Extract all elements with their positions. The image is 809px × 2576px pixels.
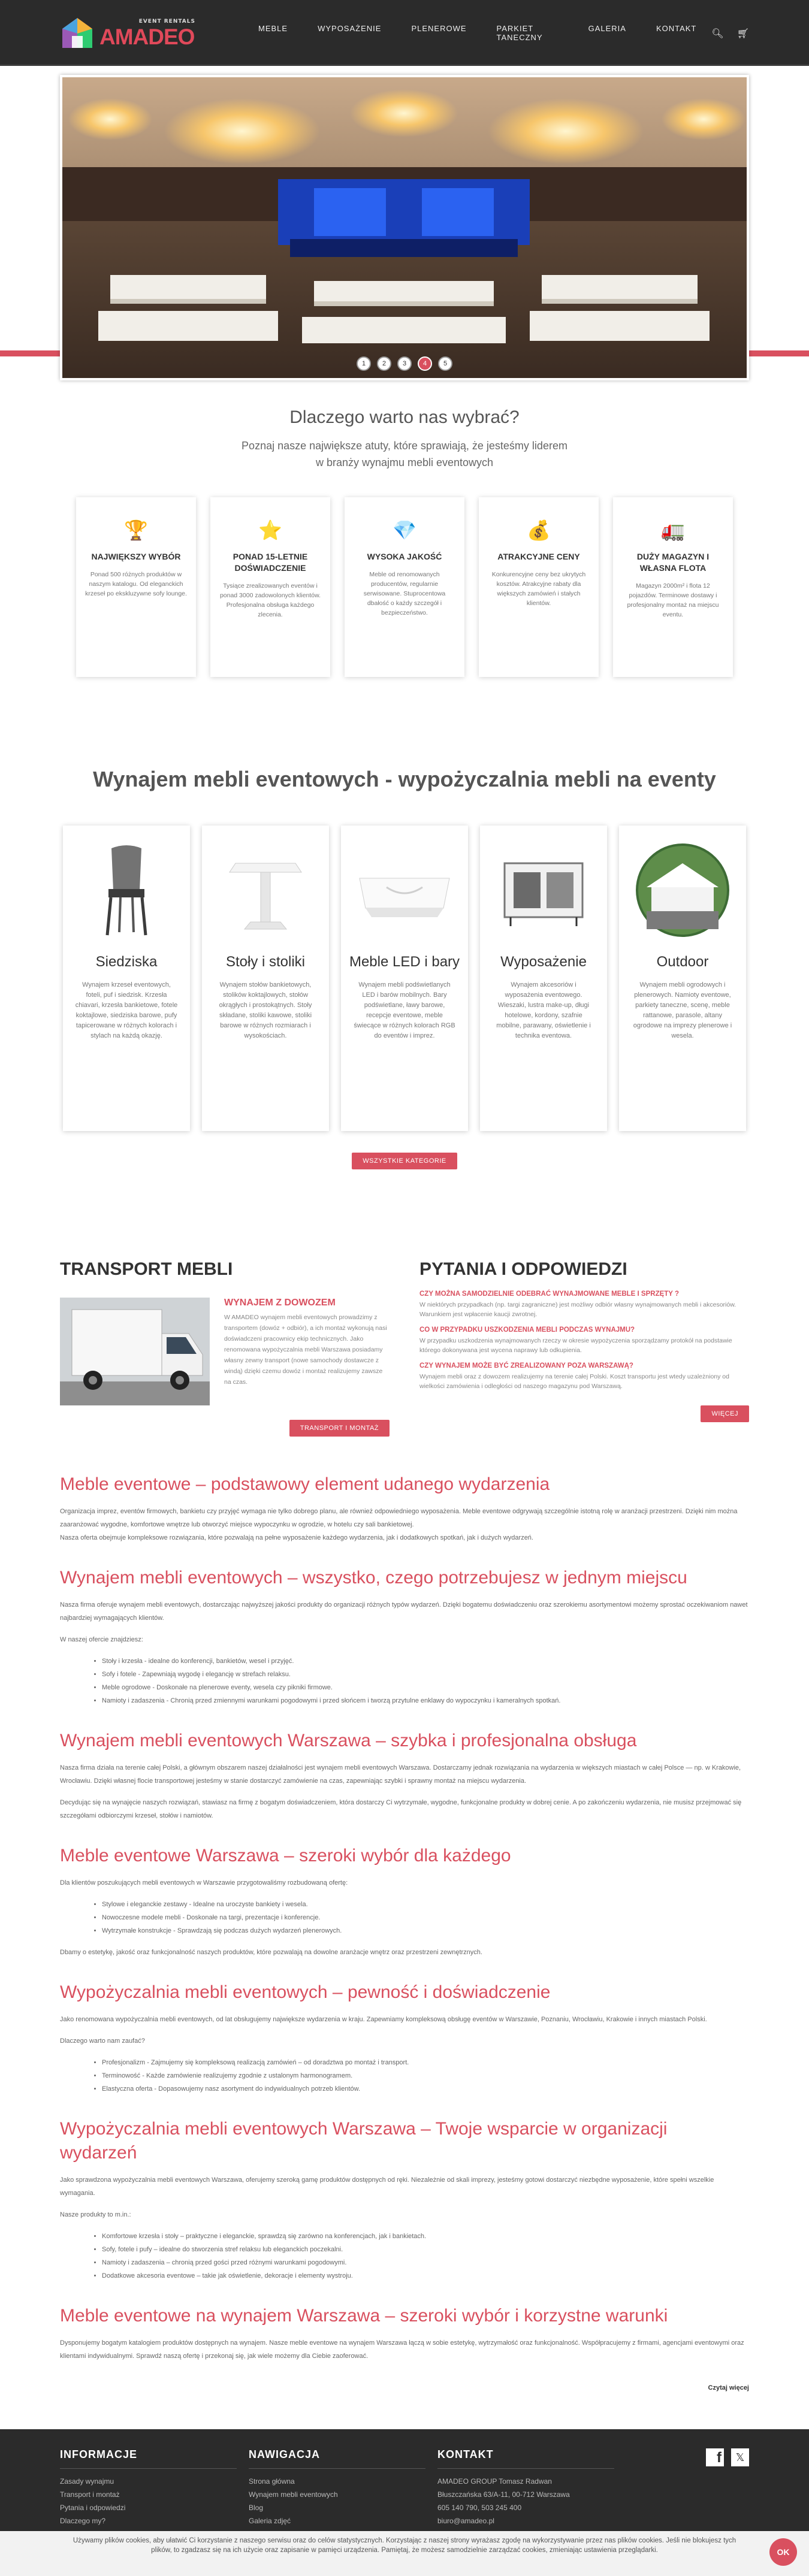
contact-line: 605 140 790, 503 245 400 [437, 2504, 522, 2512]
star-icon: ⭐ [258, 519, 282, 542]
feature-card [613, 497, 733, 677]
list-item: • Namioty i zadaszenia - Chronią przed zmiennymi warunkami pogodowymi i przed słońcem i tworzą przytulne enklawy do wypoczynku i kameralnych spotkań. [102, 1694, 749, 1707]
seo-paragraph: Organizacja imprez, eventów firmowych, bankietu czy przyjęć wymaga nie tylko dobrego planu, ale również odpowiedniego wyposażenia. Meble eventowe odgrywają szczególnie istotną rolę w aranżacji przestrzeni. Dzięki nim można zaaranżować wygodne, komfortowe wnętrze lub otworzyć miejsce wypoczynku w ogrodzie, w hotelu czy sali bankietowej. [60, 1508, 738, 1528]
feature-card [76, 497, 196, 677]
all-categories-button[interactable]: WSZYSTKIE KATEGORIE [352, 1153, 457, 1169]
transport-button[interactable]: TRANSPORT I MONTAŻ [289, 1420, 390, 1437]
seo-paragraph: Decydując się na wynajęcie naszych rozwiązań, stawiasz na firmę z bogatym doświadczeniem, która dostarczy Ci wytrzymałe, wygodne, funkcjonalne produkty w dobrej cenie. A po zakończeniu wydarzenia, nie musisz przejmować się szczegółami odbiorczymi krzeseł, stołów i namiotów. [60, 1799, 742, 1819]
seo-heading: Meble eventowe na wynajem Warszawa – szeroki wybór i korzystne warunki [60, 2306, 668, 2326]
footer-heading: INFORMACJE [60, 2448, 138, 2460]
footer-link[interactable]: Dlaczego my? [60, 2517, 106, 2525]
category-text: Wynajem akcesoriów i wyposażenia eventowego. Wieszaki, lustra make-up, długi hotelowe, kordony, szafnie mobilne, parawany, oświetlenie i technika eventowa. [496, 981, 591, 1039]
seo-paragraph: Jako sprawdzona wypożyczalnia mebli eventowych Warszawa, oferujemy szeroką gamę produktów dostępnych od ręki. Niezależnie od skali imprezy, jesteśmy gotowi dostarczyć niezbędne wyposażenie, które spełni wszelkie wymagania. [60, 2176, 714, 2197]
site-header [0, 0, 809, 66]
list-item: • Meble ogrodowe - Doskonałe na plenerowe eventy, wesela czy pikniki firmowe. [102, 1681, 749, 1694]
category-title: Siedziska [95, 954, 158, 970]
slider-dot[interactable]: 5 [438, 356, 452, 371]
nav-wyposazenie[interactable]: WYPOSAŻENIE [318, 24, 382, 33]
truck-icon: 🚛 [661, 519, 685, 542]
nav-parkiet[interactable]: PARKIET TANECZNY [496, 24, 543, 42]
main-nav [243, 24, 711, 42]
seo-paragraph: W naszej ofercie znajdziesz: [60, 1636, 143, 1643]
money-bag-icon: 💰 [527, 519, 551, 542]
seo-list [102, 2056, 749, 2096]
truck-image [60, 1298, 210, 1405]
logo-icon [60, 16, 95, 50]
category-title: Wyposażenie [500, 954, 587, 970]
categories-title: Wynajem mebli eventowych - wypożyczalnia mebli na eventy [93, 767, 716, 791]
list-item: • Namioty i zadaszenia – chronią przed gości przed różnymi warunkami pogodowymi. [102, 2256, 749, 2269]
category-card-siedziska[interactable] [63, 826, 190, 1131]
feature-card [479, 497, 599, 677]
slider-dots [62, 356, 747, 371]
faq-question[interactable]: CZY MOŻNA SAMODZIELNIE ODEBRAĆ WYNAJMOWANE MEBLE I SPRZĘTY ? [419, 1290, 679, 1298]
seo-paragraph: Nasza oferta obejmuje kompleksowe rozwiązania, które pozwalają na pełne wyposażenie każdego wydarzenia, jak i dodatkowych spotkań, jak i dużych wydarzeń. [60, 1534, 533, 1541]
category-text: Wynajem mebli ogrodowych i plenerowych. Namioty eventowe, parkiety taneczne, scenę, meble rattanowe, parasole, altany ogrodowe na imprezy plenerowe i wesela. [633, 981, 732, 1039]
seo-heading: Wynajem mebli eventowych – wszystko, czego potrzebujesz w jednym miejscu [60, 1568, 687, 1588]
twitter-icon[interactable]: 𝕏 [731, 2448, 749, 2466]
why-us-section [0, 383, 809, 677]
seo-list [102, 2230, 749, 2282]
brand-subtitle: EVENT RENTALS [138, 19, 195, 25]
list-item: • Profesjonalizm - Zajmujemy się kompleksową realizacją zamówień – od doradztwa po montaż i transport. [102, 2056, 749, 2069]
feature-card [210, 497, 330, 677]
feature-text: Konkurencyjne ceny bez ukrytych kosztów. Atrakcyjne rabaty dla większych zamówień i stałych klientów. [491, 571, 586, 607]
footer-heading: KONTAKT [437, 2448, 494, 2460]
why-us-lead-line: w branży wynajmu mebli eventowych [315, 456, 494, 468]
seo-paragraph: Dysponujemy bogatym katalogiem produktów dostępnych na wynajem. Nasze meble eventowe na wynajem Warszawa łączą w sobie estetykę, wytrzymałość oraz funkcjonalność. Współpracujemy z firmami, agencjami eventowymi oraz klientami indywidualnymi. Sprawdź naszą ofertę i przekonaj się, jak wiele możemy dla Ciebie zaoferować. [60, 2339, 744, 2360]
feature-card [345, 497, 464, 677]
category-text: Wynajem stołów bankietowych, stolików koktajlowych, stołów okrągłych i prostokątnych. Stoły składane, stoliki kawowe, stoliki barowe w różnych rozmiarach i wysokościach. [219, 981, 312, 1039]
faq-answer: Wynajem mebli oraz z dowozem realizujemy na terenie całej Polski. Koszt transportu jest wtedy uzależniony od wielkości zamówienia i odległości od naszego magazynu pod Warszawą. [419, 1373, 729, 1390]
diamond-icon: 💎 [393, 519, 416, 542]
list-item: • Stylowe i eleganckie zestawy - Idealne na uroczyste bankiety i wesela. [102, 1898, 749, 1911]
equipment-image [499, 851, 588, 929]
feature-title: DUŻY MAGAZYN I WŁASNA FLOTA [636, 552, 710, 573]
list-item: • Stoły i krzesła - idealne do konferencji, bankietów, wesel i przyjęć. [102, 1655, 749, 1668]
seo-heading: Wypożyczalnia mebli eventowych Warszawa – Twoje wsparcie w organizacji wydarzeń [60, 2119, 668, 2163]
cookie-bar [0, 2531, 809, 2576]
seo-list [102, 1655, 749, 1707]
seo-heading: Wypożyczalnia mebli eventowych – pewność i doświadczenie [60, 1982, 551, 2002]
seo-heading: Meble eventowe – podstawowy element udanego wydarzenia [60, 1474, 550, 1494]
seo-paragraph: Nasza firma działa na terenie całej Polski, a głównym obszarem naszej działalności jest wynajem mebli eventowych Warszawa. Dostarczamy jednak rozwiązania na wydarzenia w większych miastach w całej Polsce — np. w Krakowie, Wrocławiu. Dzięki własnej flocie transportowej jesteśmy w stanie dostarczyć zamówienie na czas, zapewniając szybki i sprawny montaż na miejscu wydarzenia. [60, 1764, 741, 1785]
faq-answer: W niektórych przypadkach (np. targi zagraniczne) jest możliwy odbiór własny wynajmowanych mebli i akcesoriów. Warunkiem jest wpłacenie kaucji zwrotnej. [419, 1301, 736, 1318]
footer-nav [249, 2448, 425, 2541]
seo-paragraph: Dlaczego warto nam zaufać? [60, 2037, 145, 2045]
seo-paragraph: Nasza firma oferuje wynajem mebli eventowych, dostarczając najwyższej jakości produkty do organizacji różnych typów wydarzeń. Dzięki bogatemu doświadczeniu oraz szerokiemu asortymentowi możemy sprostać oczekiwaniom nawet najbardziej wymagających klientów. [60, 1601, 748, 1622]
slider-dot[interactable]: 3 [397, 356, 412, 371]
footer-contact [437, 2448, 614, 2541]
list-item: • Komfortowe krzesła i stoły – praktyczne i eleganckie, sprawdzą się zarówno na konferencjach, jak i bankietach. [102, 2230, 749, 2243]
logo[interactable] [60, 15, 195, 51]
list-item: • Nowoczesne modele mebli - Doskonałe na targi, prezentacje i konferencje. [102, 1911, 749, 1924]
hero-slider[interactable] [60, 75, 749, 380]
feature-text: Tysiące zrealizowanych eventów i ponad 3000 zadowolonych klientów. Profesjonalna obsługa każdego zlecenia. [219, 582, 321, 618]
cookie-ok-button[interactable]: OK [769, 2538, 797, 2566]
contact-line[interactable]: biuro@amadeo.pl [437, 2517, 494, 2525]
transport-title: TRANSPORT MEBLI [60, 1259, 233, 1279]
faq-more-button[interactable]: WIĘCEJ [701, 1405, 749, 1422]
feature-title: NAJWIĘKSZY WYBÓR [91, 552, 181, 561]
seo-heading: Meble eventowe Warszawa – szeroki wybór dla każdego [60, 1846, 511, 1866]
transport-text: W AMADEO wynajem mebli eventowych prowadzimy z transportem (dowóz + odbiór), a ich montaż wykonują nasi doświadczeni pracownicy ekip technicznych. Jako renomowana wypożyczalnia mebli Warszawa posiadamy własny zewny transport (nowe samochody dostawcze z windą) dzięki czemu dowóz i montaż realizujemy zawsze na czas. [224, 1314, 387, 1386]
why-us-lead-line: Poznaj nasze największe atuty, które sprawiają, że jesteśmy liderem [242, 440, 567, 452]
footer-link[interactable]: Strona główna [249, 2477, 295, 2486]
contact-line: Błuszczańska 63/A-11, 00-712 Warszawa [437, 2490, 570, 2499]
seo-paragraph: Nasze produkty to m.in.: [60, 2211, 131, 2218]
footer-link[interactable]: Transport i montaż [60, 2490, 120, 2499]
contact-line: AMADEO GROUP Tomasz Radwan [437, 2477, 552, 2486]
list-item: • Dodatkowe akcesoria eventowe – takie jak oświetlenie, dekoracje i elementy wystroju. [102, 2269, 749, 2282]
footer-info [60, 2448, 237, 2541]
seo-paragraph: Jako renomowana wypożyczalnia mebli eventowych, od lat obsługujemy największe wydarzenia w kraju. Zapewniamy kompleksową obsługę eventów w Warszawie, Poznaniu, Wrocławiu, Krakowie i innych miastach Polski. [60, 2016, 707, 2023]
category-text: Wynajem mebli podświetlanych LED i barów mobilnych. Bary podświetlane, ławy barowe, recepcje eventowe, meble świecące w różnych kolorach RGB do eventów i imprez. [354, 981, 455, 1039]
feature-text: Ponad 500 różnych produktów w naszym katalogu. Od eleganckich krzeseł po ekskluzywne sofy lounge. [85, 571, 187, 597]
hero-slider-band [0, 66, 809, 383]
footer-link[interactable]: Galeria zdjęć [249, 2517, 291, 2525]
category-card-outdoor[interactable] [619, 826, 746, 1131]
slider-dot[interactable]: 2 [377, 356, 391, 371]
category-cards [60, 826, 749, 1131]
seo-content [60, 1473, 749, 2391]
outdoor-image [635, 842, 730, 938]
why-us-title: Dlaczego warto nas wybrać? [289, 407, 520, 427]
list-item: • Sofy, fotele i pufy – idealne do stworzenia stref relaksu lub eleganckich poczekalni. [102, 2243, 749, 2256]
footer-link[interactable]: Zasady wynajmu [60, 2477, 114, 2486]
faq-title: PYTANIA I ODPOWIEDZI [419, 1259, 627, 1279]
seo-list [102, 1898, 749, 1937]
chair-image [90, 842, 162, 938]
transport-heading: WYNAJEM Z DOWOZEM [224, 1298, 336, 1308]
feature-title: ATRAKCYJNE CENY [497, 552, 580, 561]
nav-plenerowe[interactable]: PLENEROWE [411, 24, 467, 33]
faq-question[interactable]: CO W PRZYPADKU USZKODZENIA MEBLI PODCZAS WYNAJMU? [419, 1326, 635, 1334]
feature-text: Meble od renomowanych producentów, regularnie serwisowane. Stuprocentowa dbałość o każdy szczegół i bezpieczeństwo. [363, 571, 446, 616]
list-item: • Sofy i fotele - Zapewniają wygodę i elegancję w strefach relaksu. [102, 1668, 749, 1681]
slider-dot-active[interactable]: 4 [418, 356, 432, 371]
nav-meble[interactable]: MEBLE [258, 24, 288, 33]
slider-dot[interactable]: 1 [357, 356, 371, 371]
list-item: • Wytrzymałe konstrukcje - Sprawdzają się podczas dużych wydarzeń plenerowych. [102, 1924, 749, 1937]
led-furniture-image [354, 854, 455, 926]
trophy-icon: 🏆 [124, 519, 148, 542]
category-title: Stoły i stoliki [225, 954, 306, 970]
cart-icon[interactable]: 🛒︎ [736, 27, 749, 39]
cookie-text: Używamy plików cookies, aby ułatwić Ci korzystanie z naszego serwisu oraz do celów statystycznych. Korzystając z naszej strony wyrażasz zgodę na wykorzystywanie przez nas plików cookies. Jeśli nie blokujesz tych plików, to zgadzasz się na ich użycie oraz zapisanie w pamięci urządzenia. Pamiętaj, że możesz samodzielnie zarządzać cookies, zmieniając ustawienia przeglądarki. [73, 2537, 736, 2554]
list-item: • Elastyczna oferta - Dopasowujemy nasz asortyment do indywidualnych potrzeb klientów. [102, 2082, 749, 2096]
faq-answer: W przypadku uszkodzenia wynajmowanych rzeczy w okresie wypożyczenia sporządzamy protokół na podstawie którego dokonywana jest wycena naprawy lub odkupienia. [419, 1337, 732, 1354]
footer-link[interactable]: Pytania i odpowiedzi [60, 2504, 126, 2512]
footer-link[interactable]: Blog [249, 2504, 264, 2512]
search-icon[interactable]: 🔍︎ [711, 27, 724, 39]
faq-question[interactable]: CZY WYNAJEM MOŻE BYĆ ZREALIZOWANY POZA WARSZAWĄ? [419, 1362, 633, 1369]
category-text: Wynajem krzeseł eventowych, foteli, puf i siedzisk. Krzesła chiavari, krzesła bankietowe, fotele koktajlowe, siedziska barowe, pufy tapicerowane w różnych kolorach i stylach na każdą okazję. [75, 981, 178, 1039]
table-image [224, 845, 307, 935]
list-item: • Terminowość - Każde zamówienie realizujemy zgodnie z ustalonym harmonogramem. [102, 2069, 749, 2082]
nav-kontakt[interactable]: KONTAKT [656, 24, 697, 33]
faq-section [419, 1259, 749, 1437]
category-title: Outdoor [656, 954, 709, 970]
category-card-wyposazenie[interactable] [480, 826, 607, 1131]
footer-heading: NAWIGACJA [249, 2448, 321, 2460]
seo-paragraph: Dbamy o estetykę, jakość oraz funkcjonalność naszych produktów, które pozwalają na dowolne aranżacje wnętrz oraz przestrzeni zewnętrznych. [60, 1949, 482, 1956]
seo-paragraph: Dla klientów poszukujących mebli eventowych w Warszawie przygotowaliśmy rozbudowaną ofertę: [60, 1879, 348, 1886]
nav-galeria[interactable]: GALERIA [588, 24, 626, 33]
category-card-led[interactable] [341, 826, 468, 1131]
facebook-icon[interactable]: f [706, 2448, 724, 2466]
feature-title: WYSOKA JAKOŚĆ [367, 552, 442, 561]
seo-heading: Wynajem mebli eventowych Warszawa – szybka i profesjonalna obsługa [60, 1731, 637, 1750]
why-us-lead [0, 437, 809, 471]
category-title: Meble LED i bary [349, 954, 460, 970]
read-more-link[interactable]: Czytaj więcej [708, 2384, 749, 2391]
feature-text: Magazyn 2000m² i flota 12 pojazdów. Terminowe dostawy i profesjonalny montaż na miejscu eventu. [627, 582, 719, 618]
brand-name: AMADEO [99, 25, 195, 49]
category-card-stoly[interactable] [202, 826, 329, 1131]
footer-link[interactable]: Wynajem mebli eventowych [249, 2490, 338, 2499]
transport-section [60, 1259, 390, 1437]
feature-title: PONAD 15-LETNIE DOŚWIADCZENIE [233, 552, 308, 573]
hero-image [62, 77, 747, 378]
